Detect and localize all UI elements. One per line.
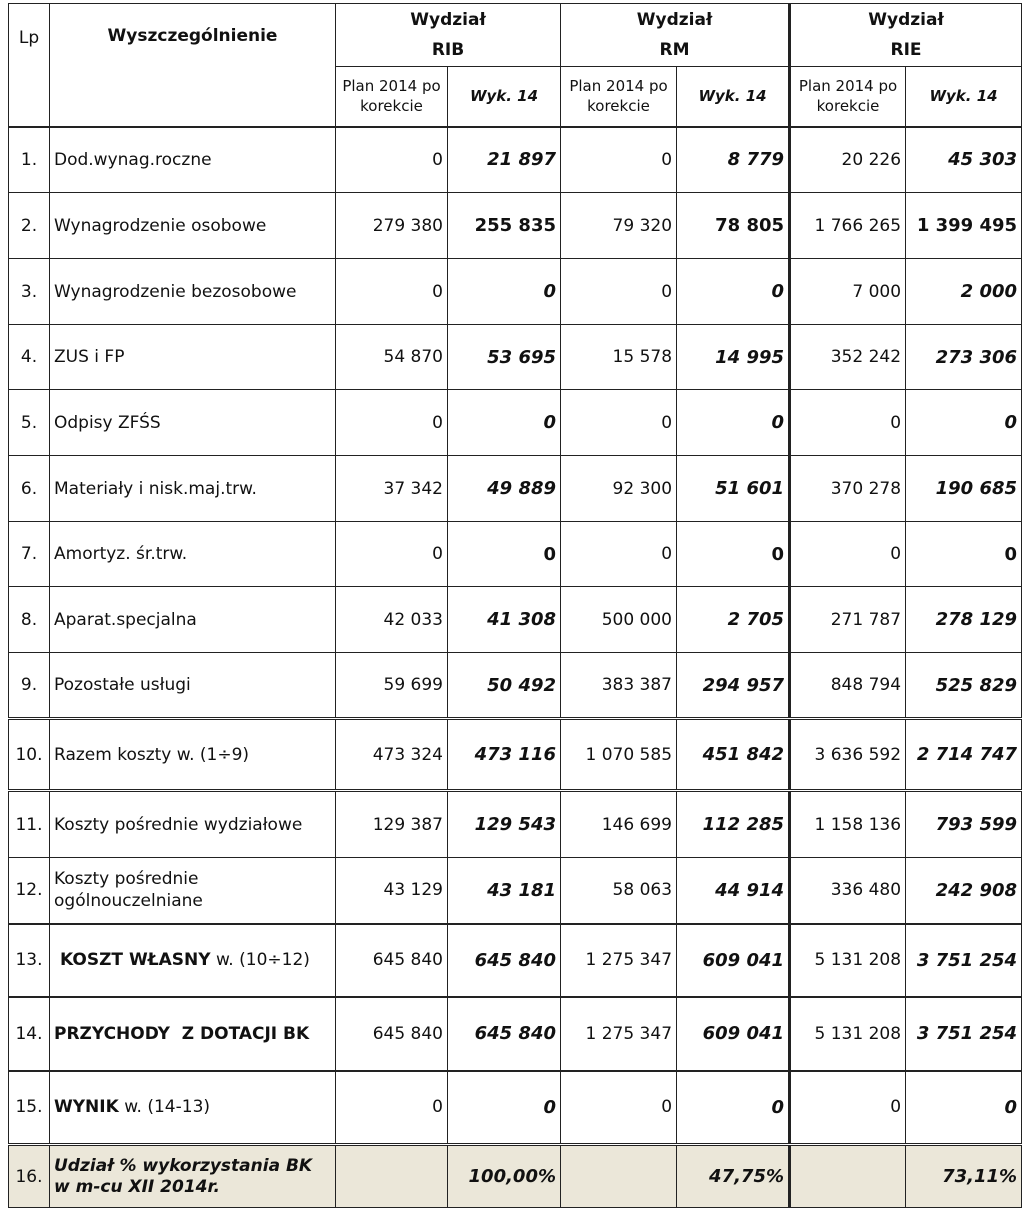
row-lp: 14.: [9, 997, 50, 1071]
cell-wyk-rib: 41 308: [448, 587, 561, 653]
cell-plan-rie: 370 278: [790, 456, 906, 522]
group-rib-line1: Wydział: [410, 10, 486, 30]
cell-wyk-rm: 8 779: [677, 127, 790, 193]
table-row: [9, 522, 1022, 587]
cell-plan-rm: 383 387: [561, 653, 677, 719]
row-label: ZUS i FP: [50, 325, 336, 390]
row-lp: 5.: [9, 390, 50, 456]
cell-plan-rib: 645 840: [336, 924, 448, 997]
table-row: [9, 997, 1022, 1071]
group-rib-line2: RIB: [431, 40, 465, 60]
row-lp: 16.: [9, 1145, 50, 1208]
row-label: Dod.wynag.roczne: [50, 127, 336, 193]
cell-plan-rie: 20 226: [790, 127, 906, 193]
cell-plan-rie: [790, 1145, 906, 1208]
table-row: [9, 1145, 1022, 1208]
table-row: [9, 1071, 1022, 1145]
cell-wyk-rm: 0: [677, 522, 790, 587]
row-label: Materiały i nisk.maj.trw.: [50, 456, 336, 522]
cell-wyk-rie: 2 714 747: [906, 719, 1022, 791]
cell-wyk-rib: 49 889: [448, 456, 561, 522]
cell-wyk-rib: 0: [448, 259, 561, 325]
cell-wyk-rie: 2 000: [906, 259, 1022, 325]
row-label: Koszty pośrednie ogólnouczelniane: [50, 858, 336, 924]
cell-wyk-rm: 47,75%: [677, 1145, 790, 1208]
cell-wyk-rie: 3 751 254: [906, 997, 1022, 1071]
table-row: [9, 259, 1022, 325]
row-lp: 3.: [9, 259, 50, 325]
table-row: [9, 924, 1022, 997]
table-row: [9, 193, 1022, 259]
header-wyk-rm: Wyk. 14: [677, 67, 790, 127]
cell-plan-rm: 1 070 585: [561, 719, 677, 791]
row-label: Pozostałe usługi: [50, 653, 336, 719]
cell-wyk-rie: 73,11%: [906, 1145, 1022, 1208]
row-lp: 9.: [9, 653, 50, 719]
cell-plan-rie: 0: [790, 390, 906, 456]
cell-plan-rib: 129 387: [336, 791, 448, 858]
cell-plan-rib: 37 342: [336, 456, 448, 522]
cell-wyk-rm: 44 914: [677, 858, 790, 924]
cell-plan-rib: 0: [336, 127, 448, 193]
cell-plan-rie: 848 794: [790, 653, 906, 719]
cell-wyk-rib: 255 835: [448, 193, 561, 259]
cell-wyk-rie: 278 129: [906, 587, 1022, 653]
cell-plan-rm: 0: [561, 1071, 677, 1145]
cell-plan-rm: 1 275 347: [561, 924, 677, 997]
cell-wyk-rie: 190 685: [906, 456, 1022, 522]
cell-wyk-rm: 0: [677, 259, 790, 325]
cell-plan-rib: 43 129: [336, 858, 448, 924]
cell-plan-rie: 5 131 208: [790, 997, 906, 1071]
cell-wyk-rib: 43 181: [448, 858, 561, 924]
cell-wyk-rie: 0: [906, 522, 1022, 587]
header-wyk-rib: Wyk. 14: [448, 67, 561, 127]
cell-wyk-rm: 112 285: [677, 791, 790, 858]
row-label: Aparat.specjalna: [50, 587, 336, 653]
header-plan-rie: Plan 2014 po korekcie: [790, 67, 906, 127]
cell-wyk-rib: 21 897: [448, 127, 561, 193]
header-row-groups: [9, 4, 1022, 67]
cell-plan-rib: 473 324: [336, 719, 448, 791]
cell-plan-rie: 271 787: [790, 587, 906, 653]
cell-plan-rm: 146 699: [561, 791, 677, 858]
cell-wyk-rm: 0: [677, 1071, 790, 1145]
cell-plan-rib: 0: [336, 390, 448, 456]
cell-wyk-rm: 14 995: [677, 325, 790, 390]
cell-wyk-rib: 53 695: [448, 325, 561, 390]
cell-wyk-rm: 51 601: [677, 456, 790, 522]
row-label: Wynagrodzenie osobowe: [50, 193, 336, 259]
header-group-rib: [336, 4, 561, 67]
cell-wyk-rib: 129 543: [448, 791, 561, 858]
cell-wyk-rm: 78 805: [677, 193, 790, 259]
cell-plan-rm: 92 300: [561, 456, 677, 522]
row-lp: 8.: [9, 587, 50, 653]
row-label: KOSZT WŁASNY w. (10÷12): [50, 924, 336, 997]
cell-plan-rie: 352 242: [790, 325, 906, 390]
cell-wyk-rib: 645 840: [448, 924, 561, 997]
table-row: [9, 325, 1022, 390]
cell-plan-rib: [336, 1145, 448, 1208]
table-row: [9, 456, 1022, 522]
cell-plan-rie: 3 636 592: [790, 719, 906, 791]
table-row: [9, 653, 1022, 719]
cell-plan-rm: [561, 1145, 677, 1208]
header-wyk-rie: Wyk. 14: [906, 67, 1022, 127]
cell-plan-rie: 1 158 136: [790, 791, 906, 858]
row-lp: 10.: [9, 719, 50, 791]
header-lp: Lp: [9, 4, 50, 127]
cell-wyk-rie: 0: [906, 1071, 1022, 1145]
header-plan-rib: Plan 2014 po korekcie: [336, 67, 448, 127]
cell-wyk-rm: 609 041: [677, 997, 790, 1071]
cell-plan-rm: 0: [561, 127, 677, 193]
header-group-rie: [790, 4, 1022, 67]
header-group-rm: [561, 4, 790, 67]
cell-plan-rib: 54 870: [336, 325, 448, 390]
group-rie-line2: RIE: [890, 40, 922, 60]
table-row: [9, 791, 1022, 858]
cell-plan-rib: 0: [336, 259, 448, 325]
cell-wyk-rib: 0: [448, 522, 561, 587]
row-label: PRZYCHODY Z DOTACJI BK: [50, 997, 336, 1071]
cell-wyk-rib: 645 840: [448, 997, 561, 1071]
cell-wyk-rib: 50 492: [448, 653, 561, 719]
cell-plan-rm: 1 275 347: [561, 997, 677, 1071]
cell-plan-rib: 279 380: [336, 193, 448, 259]
cell-wyk-rm: 294 957: [677, 653, 790, 719]
group-rie-line1: Wydział: [868, 10, 944, 30]
cell-plan-rie: 0: [790, 1071, 906, 1145]
cell-wyk-rie: 0: [906, 390, 1022, 456]
cell-wyk-rm: 2 705: [677, 587, 790, 653]
cell-plan-rm: 58 063: [561, 858, 677, 924]
row-lp: 6.: [9, 456, 50, 522]
cell-plan-rie: 0: [790, 522, 906, 587]
row-lp: 1.: [9, 127, 50, 193]
cell-wyk-rie: 793 599: [906, 791, 1022, 858]
row-label: Odpisy ZFŚS: [50, 390, 336, 456]
row-lp: 15.: [9, 1071, 50, 1145]
group-rm-line2: RM: [659, 40, 690, 60]
cell-plan-rib: 0: [336, 1071, 448, 1145]
cost-report-table: [8, 3, 1022, 1208]
table-row: [9, 390, 1022, 456]
row-label: Udział % wykorzystania BK w m-cu XII 2014r.: [50, 1145, 336, 1208]
table-row: [9, 719, 1022, 791]
cell-wyk-rie: 45 303: [906, 127, 1022, 193]
cell-plan-rib: 645 840: [336, 997, 448, 1071]
cell-plan-rm: 500 000: [561, 587, 677, 653]
row-lp: 7.: [9, 522, 50, 587]
cell-wyk-rib: 0: [448, 1071, 561, 1145]
cell-plan-rm: 0: [561, 390, 677, 456]
cell-plan-rib: 0: [336, 522, 448, 587]
cell-plan-rm: 79 320: [561, 193, 677, 259]
table-row: [9, 587, 1022, 653]
cell-plan-rib: 42 033: [336, 587, 448, 653]
row-lp: 2.: [9, 193, 50, 259]
cell-wyk-rm: 0: [677, 390, 790, 456]
cell-wyk-rie: 1 399 495: [906, 193, 1022, 259]
cell-wyk-rie: 273 306: [906, 325, 1022, 390]
row-lp: 4.: [9, 325, 50, 390]
header-plan-rm: Plan 2014 po korekcie: [561, 67, 677, 127]
cell-plan-rie: 336 480: [790, 858, 906, 924]
cell-plan-rie: 7 000: [790, 259, 906, 325]
row-label: Razem koszty w. (1÷9): [50, 719, 336, 791]
cell-wyk-rie: 525 829: [906, 653, 1022, 719]
cell-wyk-rib: 0: [448, 390, 561, 456]
row-label: Amortyz. śr.trw.: [50, 522, 336, 587]
cell-plan-rm: 15 578: [561, 325, 677, 390]
cell-wyk-rm: 451 842: [677, 719, 790, 791]
row-lp: 12.: [9, 858, 50, 924]
cell-wyk-rm: 609 041: [677, 924, 790, 997]
row-lp: 13.: [9, 924, 50, 997]
cell-plan-rm: 0: [561, 259, 677, 325]
header-description: Wyszczególnienie: [50, 4, 336, 127]
row-lp: 11.: [9, 791, 50, 858]
cell-wyk-rib: 473 116: [448, 719, 561, 791]
cell-plan-rm: 0: [561, 522, 677, 587]
cell-plan-rie: 5 131 208: [790, 924, 906, 997]
cell-wyk-rie: 242 908: [906, 858, 1022, 924]
row-label: Wynagrodzenie bezosobowe: [50, 259, 336, 325]
row-label: Koszty pośrednie wydziałowe: [50, 791, 336, 858]
cell-wyk-rie: 3 751 254: [906, 924, 1022, 997]
row-label: WYNIK w. (14-13): [50, 1071, 336, 1145]
table-row: [9, 858, 1022, 924]
table-row: [9, 127, 1022, 193]
cell-plan-rie: 1 766 265: [790, 193, 906, 259]
cell-wyk-rib: 100,00%: [448, 1145, 561, 1208]
cell-plan-rib: 59 699: [336, 653, 448, 719]
group-rm-line1: Wydział: [636, 10, 713, 30]
